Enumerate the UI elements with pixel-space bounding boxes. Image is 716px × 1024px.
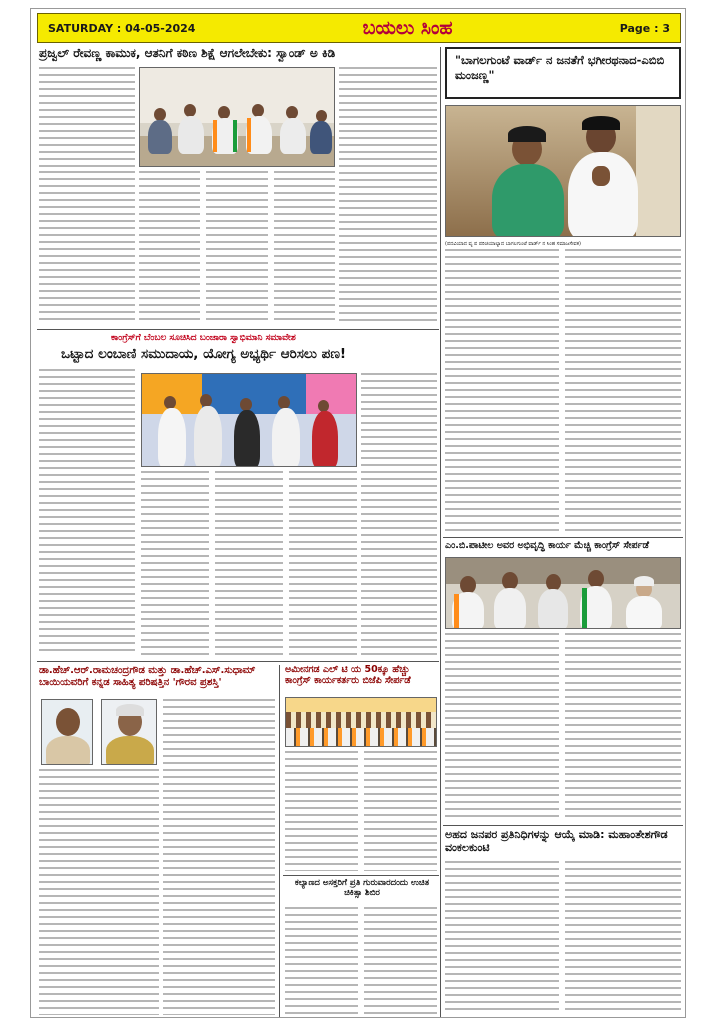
article-text <box>139 171 335 325</box>
headline-patil: ಎಂ.ಬಿ.ಪಾಟೀಲ ಅವರ ಅಭಿವೃದ್ಧಿ ಕಾರ್ಯ ಮೆಚ್ಚಿ ಕಾಂಗ್ರೆಸ್ ಸೇರ್ಪಡೆ <box>445 540 649 551</box>
newspaper-page <box>30 8 686 1018</box>
article-text <box>39 769 159 1015</box>
press-meet-photo <box>139 67 335 167</box>
headline-lambani: ಒಟ್ಟಾದ ಲಂಬಾಣಿ ಸಮುದಾಯ, ಯೋಗ್ಯ ಅಭ್ಯರ್ಥಿ ಆರಿಸಲು ಪಣ! <box>61 346 347 362</box>
section-rule <box>283 875 439 876</box>
headline-bagalagunte: "ಬಾಗಲಗುಂಟೆ ವಾರ್ಡ್ ನ ಜನತೆಗೆ ಭಗೀರಥನಾದ-ಎಬಿಬಿ ಮಂಜಣ್ಣ" <box>455 53 665 82</box>
headline-mahantesh: ಅಹದ ಜನಪರ ಪ್ರತಿನಿಧಿಗಳನ್ನು ಆಯ್ಕೆ ಮಾಡಿ: ಮಹಾಂತೇಶಗೌಡ ವಂಕಲಕುಂಟಿ <box>445 828 668 854</box>
article-text <box>445 249 559 531</box>
article-text <box>339 67 437 325</box>
manjunath-couple-photo <box>445 105 681 237</box>
headline-prajwal: ಪ್ರಜ್ವಲ್ ರೇವಣ್ಣ ಕಾಮುಕ, ಆತನಿಗೆ ಕಠಿಣ ಶಿಕ್ಷೆ ಆಗಲೇಬೇಕು: ಸ್ವಾಂಡ್ ಅ ಕಿಡಿ <box>39 46 336 60</box>
article-text <box>565 633 681 821</box>
article-text <box>285 751 437 871</box>
article-text <box>39 369 135 655</box>
section-rule <box>443 825 683 826</box>
article-text <box>565 249 681 531</box>
portrait-ramachandragowda <box>41 699 93 765</box>
portrait-sudha <box>101 699 157 765</box>
patil-meeting-photo <box>445 557 681 629</box>
rally-stage-photo <box>141 373 357 467</box>
kicker-lambani: ಕಾಂಗ್ರೆಸ್‌ಗೆ ಬೆಂಬಲ ಸೂಚಿಸಿದ ಬಂಜಾರಾ ಸ್ವಾಭಿಮಾನಿ ಸಮಾವೇಶ <box>111 333 296 343</box>
article-text <box>361 373 437 655</box>
article-text <box>39 67 135 167</box>
headline-aminagada: ಅಮೀನಗಡ ಎಲ್ ಟಿ ಯ 50ಕ್ಕೂ ಹೆಚ್ಚು ಕಾಂಗ್ರೆಸ್ ಕಾರ್ಯಕರ್ತರು ಬಿಜೆಪಿ ಸೇರ್ಪಡೆ <box>285 664 411 686</box>
article-text <box>445 861 559 1015</box>
masthead <box>37 13 681 43</box>
article-text <box>163 699 275 1015</box>
article-text <box>39 171 135 325</box>
column-divider <box>279 665 280 1017</box>
newspaper-title: ಬಯಲು ಸಿಂಹ <box>362 17 453 39</box>
column-divider <box>440 47 441 1017</box>
article-text <box>141 471 357 655</box>
article-text <box>565 861 681 1015</box>
section-rule <box>37 661 439 662</box>
section-rule <box>443 537 683 538</box>
article-text <box>445 633 559 821</box>
section-rule <box>37 329 439 330</box>
headline-coaching: ಕಲ್ಯಾಣದ ಅಸಕ್ತರಿಗೆ ಪ್ರತಿ ಗುರುವಾರದಂದು ಉಚಿತ ಚಿಕಿತ್ಸಾ ಶಿಬಿರ <box>294 878 430 898</box>
photo-caption: (ಪದವಿಯಾದ ವ್ಯ ಪ ಪರಿಚಯಾಲ್ಯಾದ ಬಾಗಲಗುಂಟೆ ವಾರ್ಡ್ ನ ಸಿಂಹ ಸಮಾಜಸೇವಕ) <box>445 241 581 247</box>
article-text <box>285 907 437 1015</box>
headline-gaurava: ಡಾ.ಹೆಚ್.ಆರ್.ರಾಮಚಂದ್ರಗೌಡ ಮತ್ತು ಡಾ.ಹೆಚ್.ಎಸ್.ಸುಧಾಮ್ ಬಾಯಿಯವರಿಗೆ ಕನ್ನಡ ಸಾಹಿತ್ಯ ಪರಿಷತ್ತಿನ 'ಗೌರವ ಪ್ರಶಸ್ತಿ' <box>39 665 256 688</box>
headline-box-bagalagunte <box>445 47 681 99</box>
issue-date: SATURDAY : 04-05-2024 <box>48 21 196 35</box>
page-number: Page : 3 <box>619 21 670 35</box>
joining-group-photo <box>285 697 437 747</box>
